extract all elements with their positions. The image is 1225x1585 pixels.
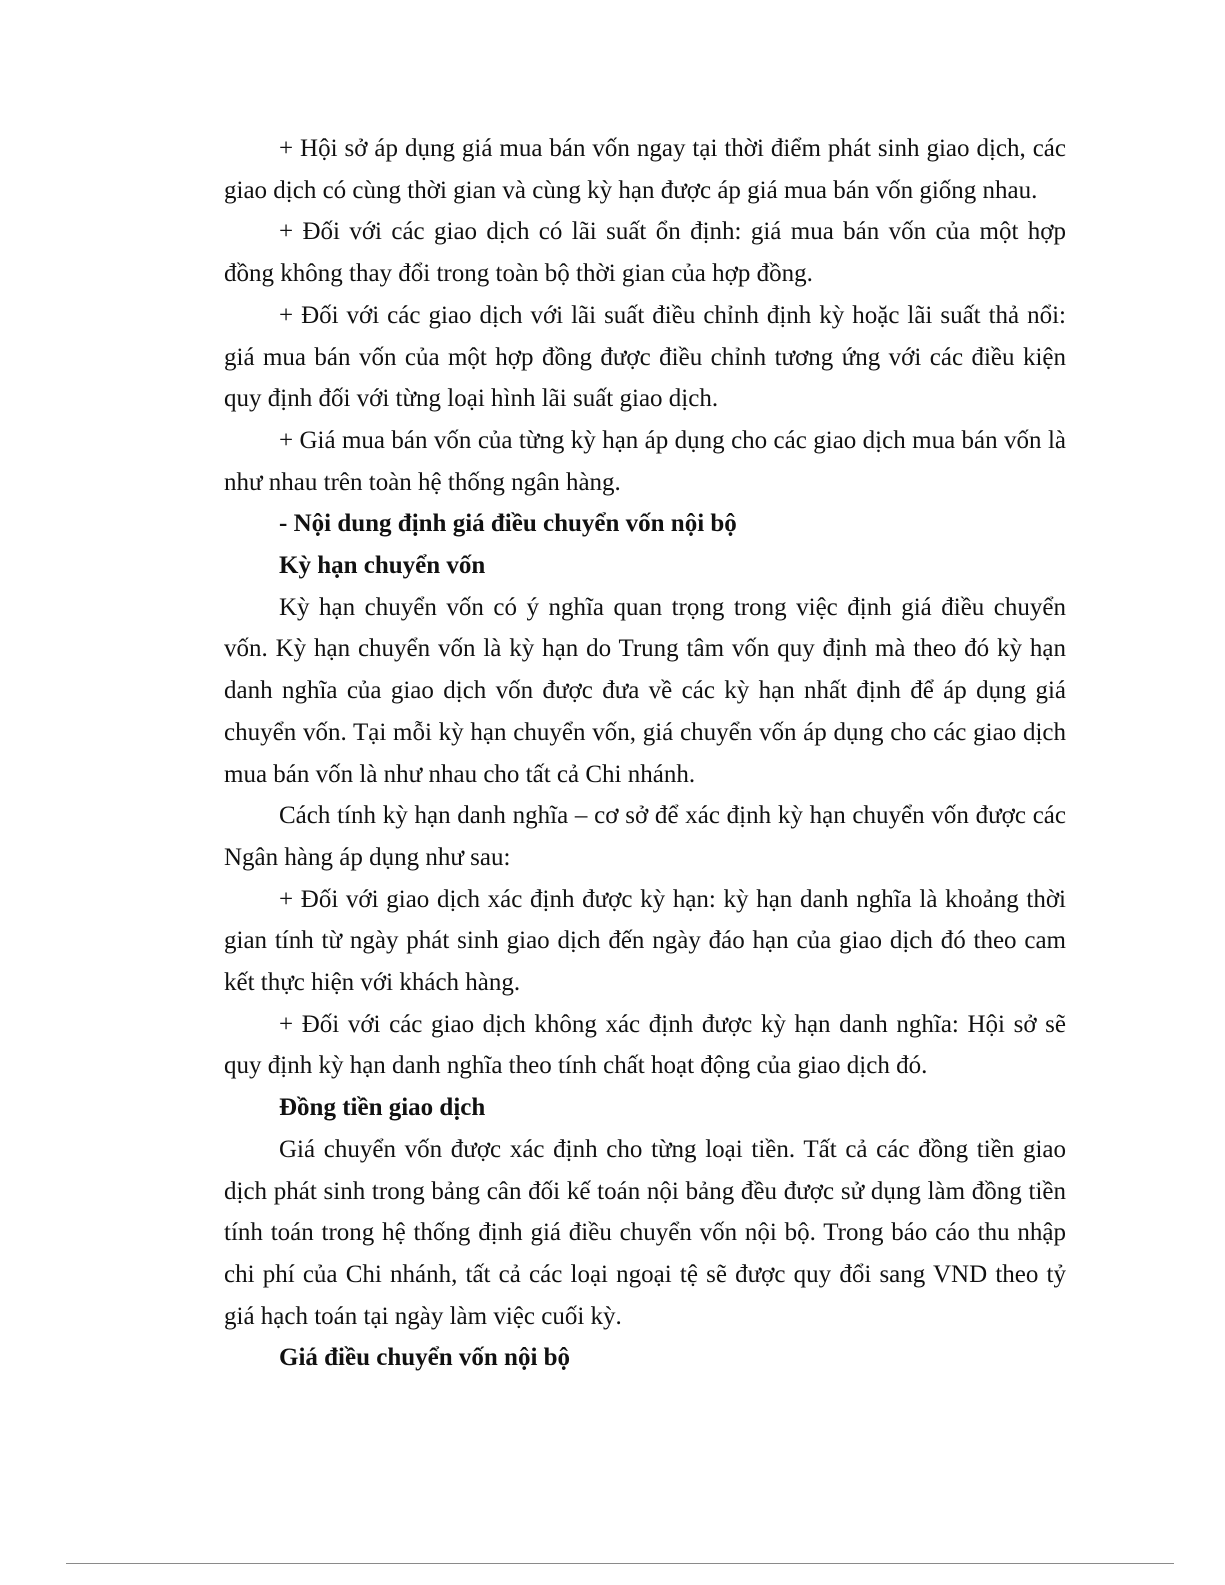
- paragraph-fixed-rate: + Đối với các giao dịch có lãi suất ổn định: giá mua bán vốn của một hợp đồng không thay đổi trong toàn bộ thời gian của hợp đồng.: [224, 218, 1066, 288]
- subheading-currency: Đồng tiền giao dịch: [279, 1094, 486, 1122]
- paragraph-undefined-term: + Đối với các giao dịch không xác định được kỳ hạn danh nghĩa: Hội sở sẽ quy định kỳ hạn danh nghĩa theo tính chất hoạt động của giao dịch đó.: [224, 1010, 1066, 1080]
- paragraph-head-office-pricing: + Hội sở áp dụng giá mua bán vốn ngay tại thời điểm phát sinh giao dịch, các giao dịch có cùng thời gian và cùng kỳ hạn được áp giá mua bán vốn giống nhau.: [224, 135, 1066, 204]
- subheading-transfer-term: Kỳ hạn chuyển vốn: [279, 552, 486, 580]
- paragraph-system-wide-price: + Giá mua bán vốn của từng kỳ hạn áp dụng cho các giao dịch mua bán vốn là như nhau trên toàn hệ thống ngân hàng.: [224, 426, 1066, 496]
- page-bottom-rule: [66, 1563, 1174, 1564]
- paragraph-currency: Giá chuyển vốn được xác định cho từng loại tiền. Tất cả các đồng tiền giao dịch phát sinh trong bảng cân đối kế toán nội bảng đều được sử dụng làm đồng tiền tính toán trong hệ thống định giá điều chuyển vốn nội bộ. Trong báo cáo thu nhập chi phí của Chi nhánh, tất cả các loại ngoại tệ sẽ được quy đổi sang VND theo tỷ giá hạch toán tại ngày làm việc cuối kỳ.: [224, 1135, 1066, 1330]
- paragraph-transfer-term: Kỳ hạn chuyển vốn có ý nghĩa quan trọng trong việc định giá điều chuyển vốn. Kỳ hạn chuyển vốn là kỳ hạn do Trung tâm vốn quy định mà theo đó kỳ hạn danh nghĩa của giao dịch vốn được đưa về các kỳ hạn nhất định để áp dụng giá chuyển vốn. Tại mỗi kỳ hạn chuyển vốn, giá chuyển vốn áp dụng cho các giao dịch mua bán vốn là như nhau cho tất cả Chi nhánh.: [224, 593, 1066, 788]
- document-body: [224, 128, 1066, 1379]
- section-heading-content: - Nội dung định giá điều chuyển vốn nội bộ: [279, 510, 737, 538]
- paragraph-floating-rate: + Đối với các giao dịch với lãi suất điều chỉnh định kỳ hoặc lãi suất thả nổi: giá mua bán vốn của một hợp đồng được điều chỉnh tương ứng với các điều kiện quy định đối với từng loại hình lãi suất giao dịch.: [224, 301, 1066, 413]
- paragraph-defined-term: + Đối với giao dịch xác định được kỳ hạn: kỳ hạn danh nghĩa là khoảng thời gian tính từ ngày phát sinh giao dịch đến ngày đáo hạn của giao dịch đó theo cam kết thực hiện với khách hàng.: [224, 885, 1066, 997]
- paragraph-nominal-term-method: Cách tính kỳ hạn danh nghĩa – cơ sở để xác định kỳ hạn chuyển vốn được các Ngân hàng áp dụng như sau:: [224, 802, 1066, 871]
- subheading-internal-transfer-price: Giá điều chuyển vốn nội bộ: [279, 1344, 571, 1372]
